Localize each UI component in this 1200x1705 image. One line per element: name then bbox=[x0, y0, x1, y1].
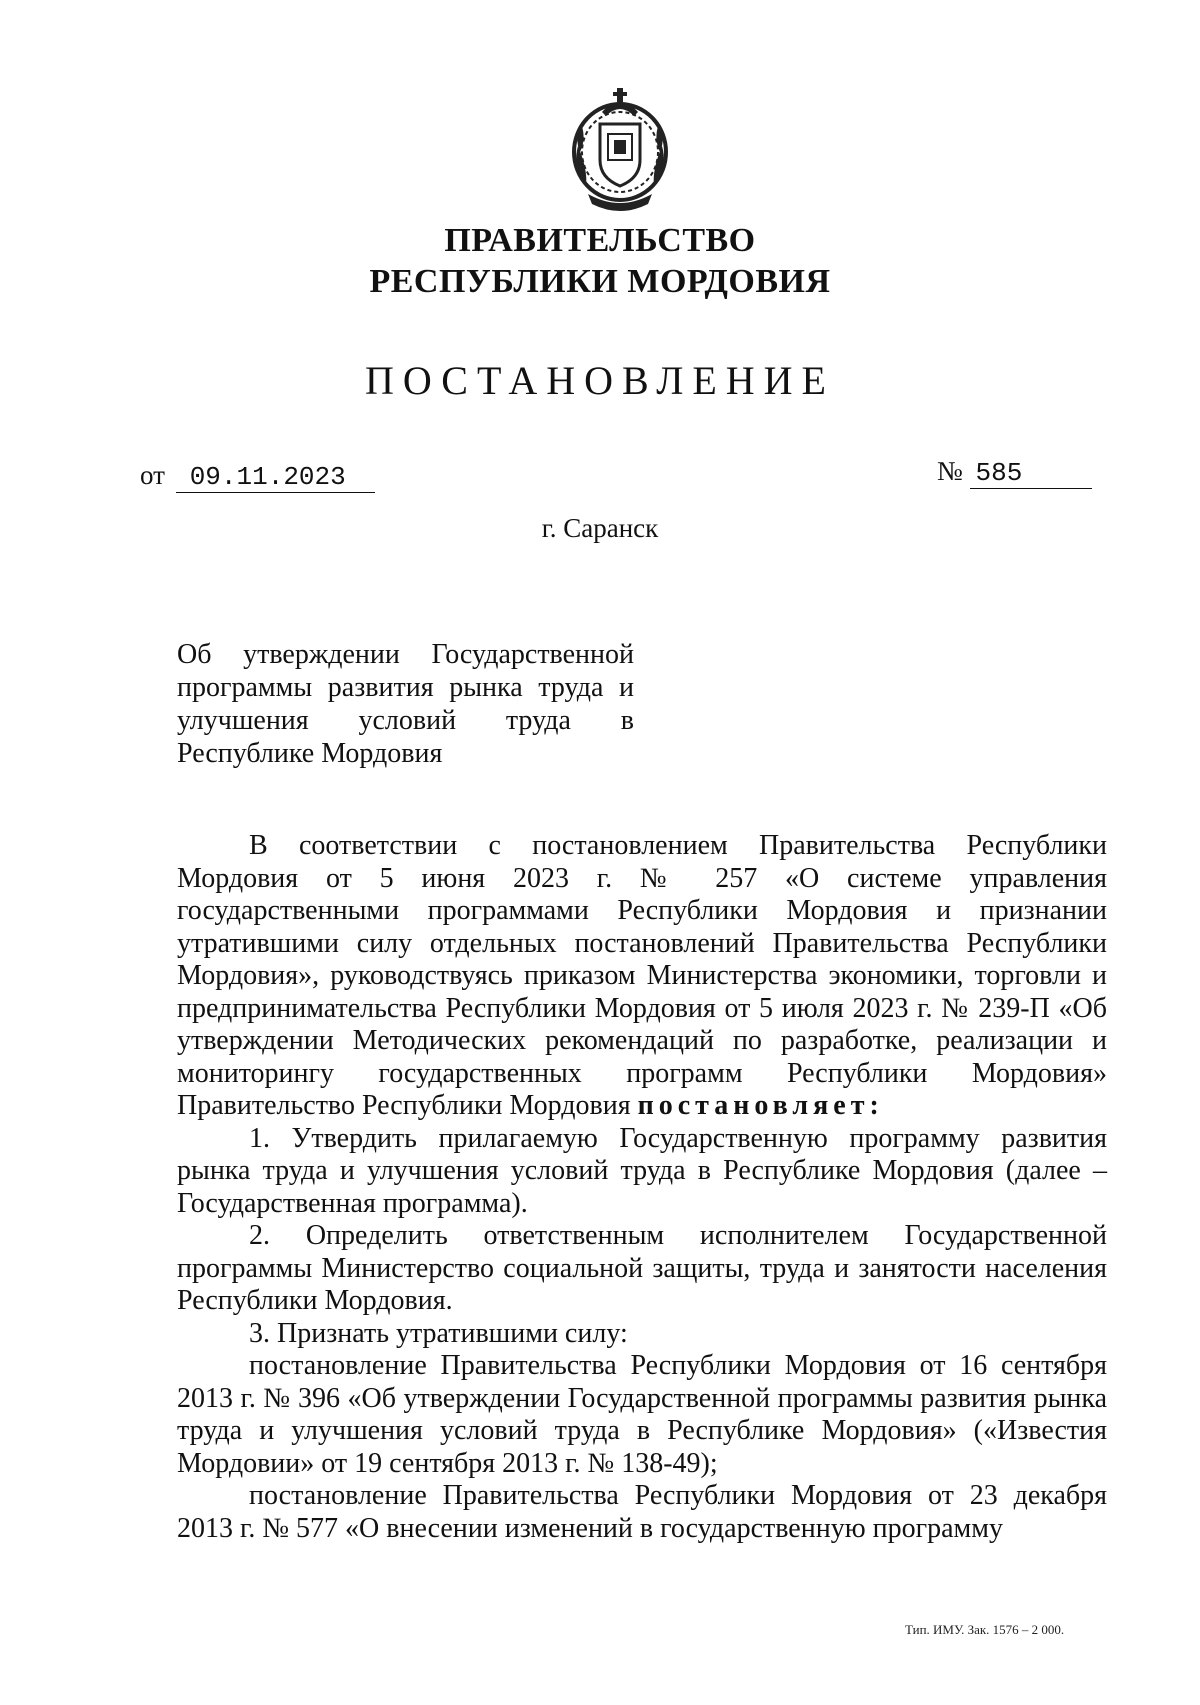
coat-of-arms-icon bbox=[568, 86, 672, 216]
body-paragraph: постановление Правительства Республики Мордовия от 16 сентября 2013 г. № 396 «Об утверждении Государственной программы развития рынка труда и улучшения условий труда в Республике Мордовия» («Известия Мордовии» от 19 сентября 2013 г. № 138-49); bbox=[177, 1350, 1107, 1479]
resolution-keyword: постановляет: bbox=[637, 1090, 884, 1121]
organization-title-line-2: РЕСПУБЛИКИ МОРДОВИЯ bbox=[369, 263, 831, 300]
number-row bbox=[937, 456, 1092, 489]
number-prefix: № bbox=[937, 456, 963, 486]
body-paragraph-text: В соответствии с постановлением Правительства Республики Мордовия от 5 июня 2023 г. № 257 «О системе управления государственными программами Республики Мордовия и признании утратившими силу отдельных постановлений Правительства Республики Мордовия», руководствуясь приказом Министерства экономики, торговли и предпринимательства Республики Мордовия от 5 июля 2023 г. № 239-П «Об утверждении Методических рекомендаций по разработке, реализации и мониторингу государственных программ Республики Мордовия» Правительство Республики Мордовия bbox=[177, 830, 1107, 1121]
document-subject: Об утверждении Государственной программы развития рынка труда и улучшения условий труда в Республике Мордовия bbox=[177, 639, 634, 769]
body-paragraph: постановление Правительства Республики Мордовия от 23 декабря 2013 г. № 577 «О внесении изменений в государственную программу bbox=[177, 1480, 1107, 1544]
document-type: ПОСТАНОВЛЕНИЕ bbox=[365, 358, 835, 403]
body-paragraph: 3. Признать утратившими силу: bbox=[249, 1317, 628, 1349]
body-paragraph bbox=[177, 830, 1107, 1123]
body-paragraph: 2. Определить ответственным исполнителем Государственной программы Министерство социальной защиты, труда и занятости населения Республики Мордовия. bbox=[177, 1220, 1107, 1316]
organization-title-line-1: ПРАВИТЕЛЬСТВО bbox=[444, 222, 756, 259]
date-row bbox=[140, 460, 375, 493]
body-paragraph: 1. Утвердить прилагаемую Государственную программу развития рынка труда и улучшения условий труда в Республике Мордовия (далее – Государственная программа). bbox=[177, 1122, 1107, 1219]
document-number: 585 bbox=[970, 458, 1092, 489]
date-prefix: от bbox=[140, 460, 165, 490]
city: г. Саранск bbox=[541, 513, 659, 543]
document-date: 09.11.2023 bbox=[176, 462, 375, 493]
document-body bbox=[177, 830, 1107, 1545]
print-info: Тип. ИМУ. Зак. 1576 – 2 000. bbox=[905, 1622, 1065, 1637]
